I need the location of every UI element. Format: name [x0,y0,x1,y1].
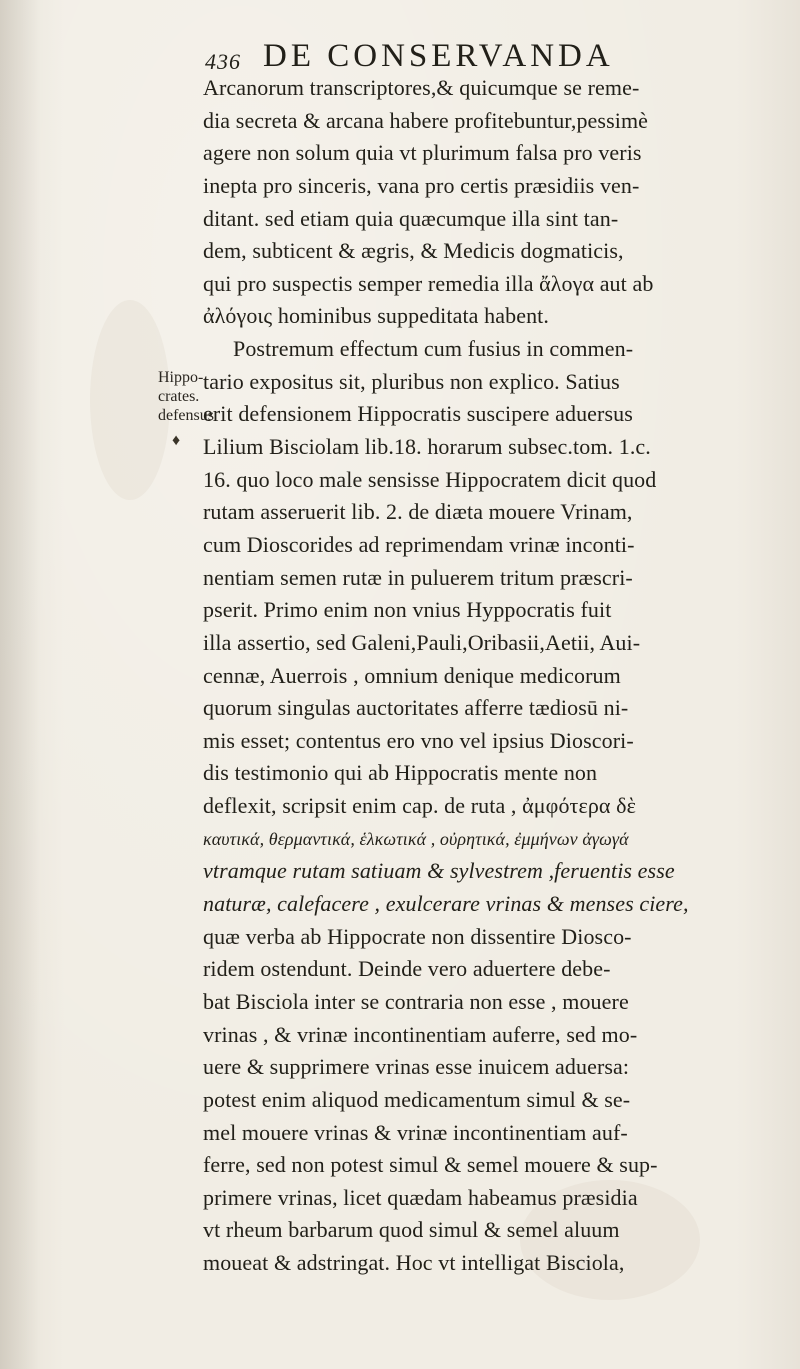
text-line: ferre, sed non potest simul & semel mouere & sup- [203,1152,658,1178]
text-line: dem, subticent & ægris, & Medicis dogmaticis, [203,238,624,264]
text-line: primere vrinas, licet quædam habeamus præsidia [203,1184,638,1210]
text-line: bat Bisciola inter se contraria non esse , mouere [203,988,629,1014]
text-line: quæ verba ab Hippocrate non dissentire Diosco- [203,923,632,949]
text-line: deflexit, scripsit enim cap. de ruta , ἀμφότερα δὲ [203,793,636,819]
text-line: dia secreta & arcana habere profitebuntur,pessimè [203,107,649,133]
margin-ornament-icon: ♦ [172,432,181,449]
text-line: Lilium Bisciolam lib.18. horarum subsec.tom. 1.c. [203,434,651,460]
text-line: tario expositus sit, pluribus non explico. Satius [203,368,620,394]
text-line: qui pro suspectis semper remedia illa ἄλογα aut ab [203,270,654,296]
text-line: inepta pro sinceris, vana pro certis præsidiis ven- [203,172,640,198]
text-line: vrinas , & vrinæ incontinentiam auferre, sed mo- [203,1021,638,1047]
text-line: vt rheum barbarum quod simul & semel aluum [203,1217,620,1243]
text-line: cennæ, Auerrois , omnium denique medicorum [203,662,621,688]
text-line: mis esset; contentus ero vno vel ipsius Dioscori- [203,727,634,753]
margin-note-line: crates. [158,388,200,405]
text-line: agere non solum quia vt plurimum falsa pro veris [203,140,642,166]
running-title: DE CONSERVANDA [263,38,614,74]
text-line: 16. quo loco male sensisse Hippocratem dicit quod [203,466,657,492]
text-line-greek: καυτικά, θερμαντικά, ἑλκωτικά , οὐρητικά, ἐμμήνων ἀγωγά [203,828,629,849]
text-line: ἀλόγοις hominibus suppeditata habent. [203,303,549,329]
gutter-shadow [0,0,40,1369]
text-line: nentiam semen rutæ in puluerem tritum præscri- [203,564,633,590]
text-line: mel mouere vrinas & vrinæ incontinentiam auf- [203,1119,628,1145]
text-line: uere & supprimere vrinas esse inuicem aduersa: [203,1054,630,1080]
margin-note [158,368,214,425]
margin-note-line: defensus [158,407,214,424]
text-line: Postremum effectum cum fusius in commen- [233,336,634,362]
text-line: dis testimonio qui ab Hippocratis mente non [203,760,598,786]
text-line: quorum singulas auctoritates afferre tædiosū ni- [203,695,629,721]
text-line: potest enim aliquod medicamentum simul & se- [203,1086,631,1112]
text-line: Arcanorum transcriptores,& quicumque se reme- [203,75,640,100]
text-line: illa assertio, sed Galeni,Pauli,Oribasii,Aetii, Aui- [203,629,641,655]
body-text [203,72,793,1280]
text-line: rutam asseruerit lib. 2. de diæta mouere Vrinam, [203,499,633,525]
text-line: vtramque rutam satiuam & sylvestrem ,feruentis esse [203,858,675,884]
text-line: moueat & adstringat. Hoc vt intelligat Bisciola, [203,1250,625,1276]
page-number: 436 [205,49,241,74]
margin-note-line: Hippo- [158,369,204,386]
text-line: cum Dioscorides ad reprimendam vrinæ inconti- [203,531,635,557]
text-line: naturæ, calefacere , exulcerare vrinas & menses ciere, [203,891,689,917]
text-line: ridem ostendunt. Deinde vero aduertere debe- [203,956,611,982]
text-line: erit defensionem Hippocratis suscipere aduersus [203,401,633,427]
text-line: pserit. Primo enim non vnius Hyppocratis fuit [203,597,612,623]
text-line: ditant. sed etiam quia quæcumque illa sint tan- [203,205,619,231]
